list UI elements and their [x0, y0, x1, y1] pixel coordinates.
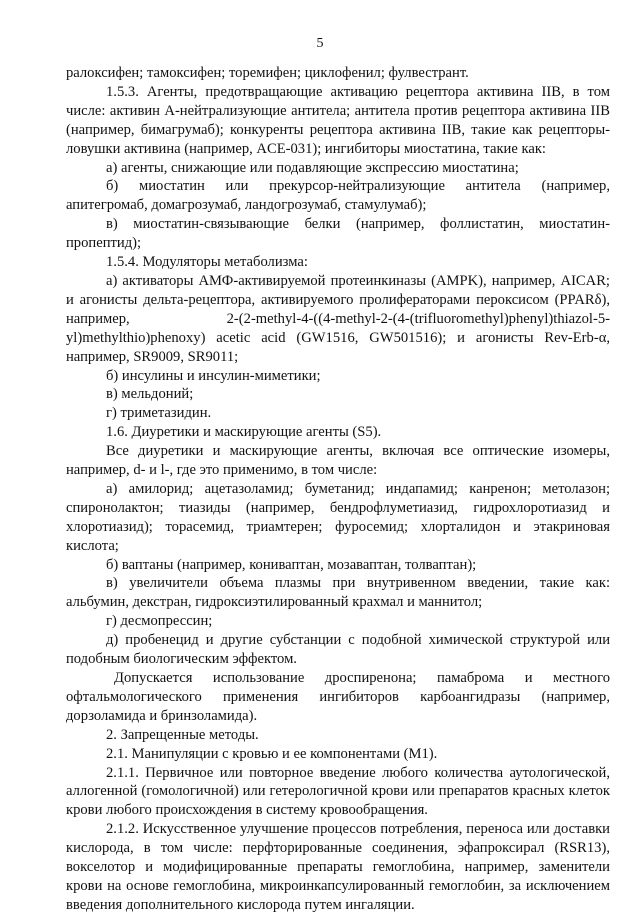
paragraph: 1.5.4. Модуляторы метаболизма: — [106, 254, 308, 271]
paragraph: в) мельдоний; — [106, 386, 194, 403]
paragraph: б) инсулины и инсулин-миметики; — [106, 367, 321, 384]
paragraph: а) агенты, снижающие или подавляющие экспрессию миостатина; — [106, 159, 519, 176]
paragraph: д) пробенецид и другие субстанции с подобной химической структурой или подобным биологическим эффектом. — [66, 632, 610, 668]
page-number: 5 — [316, 36, 324, 51]
paragraph: в) увеличители объема плазмы при внутривенном введении, такие как: альбумин, декстран, гидроксиэтилированный крахмал и маннитол; — [66, 575, 610, 611]
paragraph: г) десмопрессин; — [106, 613, 213, 630]
paragraph: ралоксифен; тамоксифен; торемифен; циклофенил; фулвестрант. — [66, 65, 469, 81]
section-heading: 2. Запрещенные методы. — [106, 726, 259, 743]
paragraph: г) триметазидин. — [106, 405, 212, 422]
document-body — [66, 64, 610, 915]
paragraph: в) миостатин-связывающие белки (например, фоллистатин, миостатин-пропептид); — [66, 216, 610, 252]
paragraph: Все диуретики и маскирующие агенты, включая все оптические изомеры, например, d- и l-, где это применимо, в том числе: — [66, 443, 610, 479]
paragraph: 1.5.3. Агенты, предотвращающие активацию рецептора активина IIB, в том числе: активин А-нейтрализующие антитела; антитела против рецептора активина IIB (например, бимагрумаб); конкуренты рецептора активина IIB, такие как рецепторы-ловушки активина (например, ACE-031); ингибиторы миостатина, такие как: — [66, 83, 610, 157]
paragraph: Допускается использование дроспиренона; памаброма и местного офтальмологического применения ингибиторов карбоангидразы (например, дорзоламида и бринзоламида). — [66, 670, 610, 724]
paragraph: б) ваптаны (например, кониваптан, мозаваптан, толваптан); — [106, 556, 477, 573]
paragraph: 2.1.1. Первичное или повторное введение любого количества аутологической, аллогенной (гомологичной) или гетерологичной крови или препаратов красных клеток крови любого происхождения в систему кровообращения. — [66, 764, 610, 819]
paragraph: а) амилорид; ацетазоламид; буметанид; индапамид; канренон; метолазон; спиронолактон; тиазиды (например, бендрофлуметиазид, гидрохлоротиазид и хлоротиазид); торасемид, триамтерен; фуросемид; хлорталидон и этакриновая кислота; — [66, 480, 610, 554]
paragraph: б) миостатин или прекурсор-нейтрализующие антитела (например, апитегромаб, домагрозумаб, ландогрозумаб, стамулумаб); — [66, 178, 610, 214]
section-heading: 1.6. Диуретики и маскирующие агенты (S5). — [106, 424, 382, 441]
paragraph: 2.1.2. Искусственное улучшение процессов потребления, переноса или доставки кислорода, в том числе: перфторированные соединения, эфапроксирал (RSR13), вокселотор и модифицированные препараты гемоглобина, например, заменители крови на основе гемоглобина, микроинкапсулированный гемоглобин, за исключением введения дополнительного кислорода путем ингаляции. — [66, 821, 610, 913]
paragraph: а) активаторы АМФ-активируемой протеинкиназы (AMPK), например, AICAR; и агонисты дельта-рецептора, активируемого пролифераторами пероксисом (PPARδ), например, 2-(2-methyl-4-((4-methyl-2-(4-(trifluoromethyl)phenyl)thiazol-5-yl)methylthio)phenoxy) acetic acid (GW1516, GW501516); и агонисты Rev-Erb-α, например, SR9009, SR9011; — [66, 272, 610, 365]
section-heading: 2.1. Манипуляции с кровью и ее компонентами (M1). — [106, 745, 438, 762]
